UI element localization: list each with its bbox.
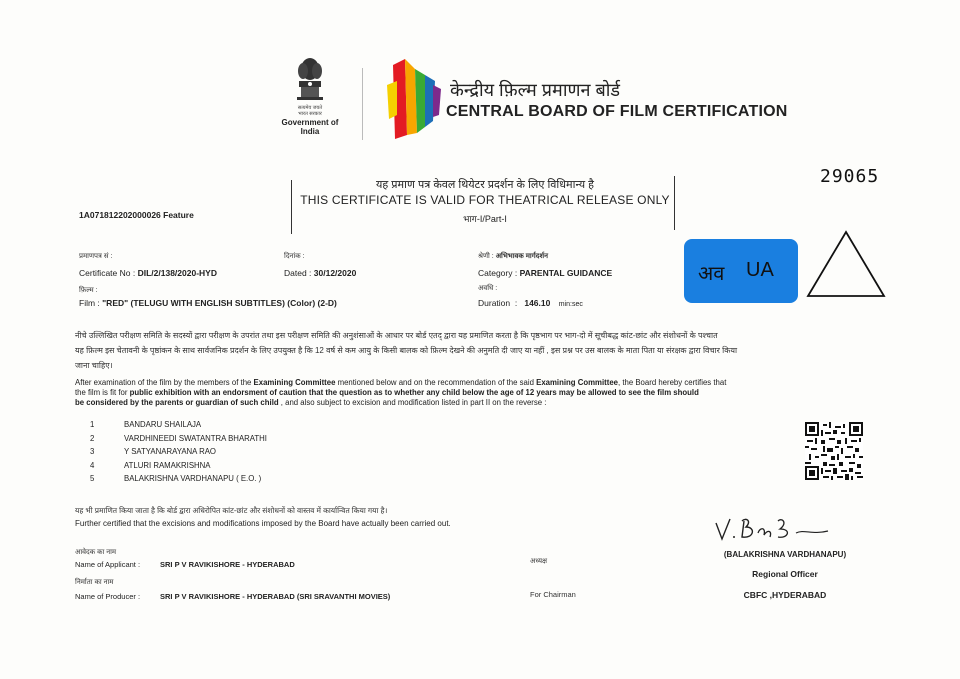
category-value-hindi: अभिभावक मार्गदर्शन	[495, 253, 549, 260]
duration-value: 146.10	[524, 298, 551, 308]
signatory-designation: Regional Officer	[752, 569, 818, 579]
category-label-hindi: श्रेणी :	[478, 253, 494, 260]
dated-label-hindi: दिनांक :	[284, 253, 305, 260]
cert-no-row	[79, 268, 217, 278]
signatory-name: (BALAKRISHNA VARDHANAPU)	[723, 550, 847, 559]
further-certified-english: Further certified that the excisions and modifications imposed by the Board have actually been carried out.	[75, 519, 451, 528]
further-certified-hindi: यह भी प्रमाणित किया जाता है कि बोर्ड द्वारा अधिरोपित कांट-छांट और संशोधनों को वास्तव में कार्यान्वित किया गया है।	[75, 506, 388, 515]
certification-paragraph-english	[75, 378, 865, 408]
film-row	[79, 298, 337, 308]
category-row	[478, 268, 612, 278]
certificate-part: भाग-I/Part-I	[463, 214, 507, 224]
government-of-india: Government of India	[281, 118, 339, 136]
cert-no-value: DIL/2/138/2020-HYD	[137, 268, 217, 278]
list-item: 3 Y SATYANARAYANA RAO	[90, 447, 217, 456]
film-label: Film :	[79, 298, 100, 308]
cbfc-logo-icon	[385, 55, 445, 145]
emblem-motto: सत्यमेव जयते	[297, 105, 323, 111]
producer-label: Name of Producer :	[75, 592, 141, 601]
qr-code-icon	[805, 422, 863, 480]
para-hindi-line-2: यह फ़िल्म इस चेतावनी के पृष्ठांकन के साथ सार्वजनिक प्रदर्शन के लिए उपयुक्त है कि 12 वर्ष से कम आयु के किसी बालक को फ़िल्म देखने की अनुमति दी जाए या नहीं , इस प्रश्न पर उस बालक के माता पिता या संरक्षक द्वारा विचार किया	[75, 346, 738, 355]
duration-row: Duration : 146.10 min:sec	[478, 298, 583, 308]
ashoka-lion-icon	[293, 55, 327, 105]
list-item: 2 VARDHINEEDI SWATANTRA BHARATHI	[90, 433, 267, 443]
dated-row	[284, 268, 356, 278]
validity-hindi: यह प्रमाण पत्र केवल थियेटर प्रदर्शन के लिए विधिमान्य है	[375, 179, 594, 191]
reference-number: 1A071812202000026 Feature	[79, 210, 194, 220]
rating-badge	[684, 239, 798, 303]
film-value: "RED" (TELUGU WITH ENGLISH SUBTITLES) (Color) (2-D)	[102, 298, 337, 308]
category-hindi-row	[478, 252, 548, 261]
duration-label-hindi: अवधि :	[478, 285, 498, 292]
para-hindi-line-3: जाना चाहिए।	[75, 361, 113, 370]
chairman-hindi: अध्यक्ष	[530, 558, 548, 565]
cert-no-label: Certificate No :	[79, 268, 136, 278]
cbfc-logo	[385, 55, 445, 145]
duration-label: Duration	[478, 298, 511, 308]
rating-ua: UA	[746, 259, 774, 281]
duration-unit: min:sec	[558, 301, 583, 308]
certification-paragraph-hindi	[75, 328, 865, 373]
list-item: 4 ATLURI RAMAKRISHNA	[90, 460, 211, 470]
signature-icon	[712, 515, 832, 545]
board-name-english: CENTRAL BOARD OF FILM CERTIFICATION	[446, 103, 788, 120]
certificate-serial-number: 29065	[820, 166, 880, 187]
validity-english: THIS CERTIFICATE IS VALID FOR THEATRICAL RELEASE ONLY	[300, 193, 670, 207]
list-item: 1 BANDARU SHAILAJA	[90, 420, 202, 429]
signatory-office: CBFC ,HYDERABAD	[743, 590, 827, 600]
board-name-hindi: केन्द्रीय फ़िल्म प्रमाणन बोर्ड	[450, 80, 621, 100]
para-english-line-3: be considered by the parents or guardian of such child , and also subject to excision and modification listed in part II on the reverse :	[75, 398, 547, 407]
header-divider	[362, 68, 363, 140]
triangle-symbol-icon	[804, 228, 888, 300]
cert-no-label-hindi: प्रमाणपत्र सं :	[79, 253, 113, 260]
para-hindi-line-1: नीचे उल्लिखित परीक्षण समिति के सदस्यों द्वारा परीक्षण के उपरांत तथा इस परीक्षण समिति की अनुशंसाओं के आधार पर बोर्ड एतद् द्वारा यह प्रमाणित करता है कि पृष्ठभाग पर भाग-दो में सूचीबद्ध कांट-छांट और संशोधनों के पश्चात	[75, 331, 718, 340]
dated-value: 30/12/2020	[313, 268, 357, 278]
emblem-bharat-sarkar: भारत सरकार	[298, 111, 322, 117]
applicant-label: Name of Applicant :	[75, 560, 141, 569]
applicant-label-hindi: आवेदक का नाम	[75, 549, 117, 556]
rating-hindi: अव	[698, 263, 725, 285]
committee-members-list	[90, 418, 267, 486]
validity-bracket-right	[674, 176, 675, 230]
applicant-value: SRI P V RAVIKISHORE - HYDERABAD	[160, 560, 295, 569]
film-label-hindi: फ़िल्म :	[79, 287, 98, 294]
para-english-line-1: After examination of the film by the members of the Examining Committee mentioned below and on the recommendation of the said Examining Committee, the Board hereby certifies that	[75, 378, 727, 387]
for-chairman: For Chairman	[530, 590, 576, 599]
validity-bracket-left	[291, 180, 292, 234]
national-emblem	[275, 55, 345, 140]
category-value: PARENTAL GUIDANCE	[519, 268, 613, 278]
para-english-line-2: the film is fit for public exhibition with an endorsment of caution that the question as to whether any child below the age of 12 years may be allowed to see the film should	[75, 388, 699, 397]
list-item: 5 BALAKRISHNA VARDHANAPU ( E.O. )	[90, 474, 262, 483]
dated-label: Dated :	[284, 268, 312, 278]
producer-value: SRI P V RAVIKISHORE - HYDERABAD (SRI SRAVANTHI MOVIES)	[160, 592, 391, 601]
producer-label-hindi: निर्माता का नाम	[75, 579, 114, 586]
category-label: Category :	[478, 268, 518, 278]
